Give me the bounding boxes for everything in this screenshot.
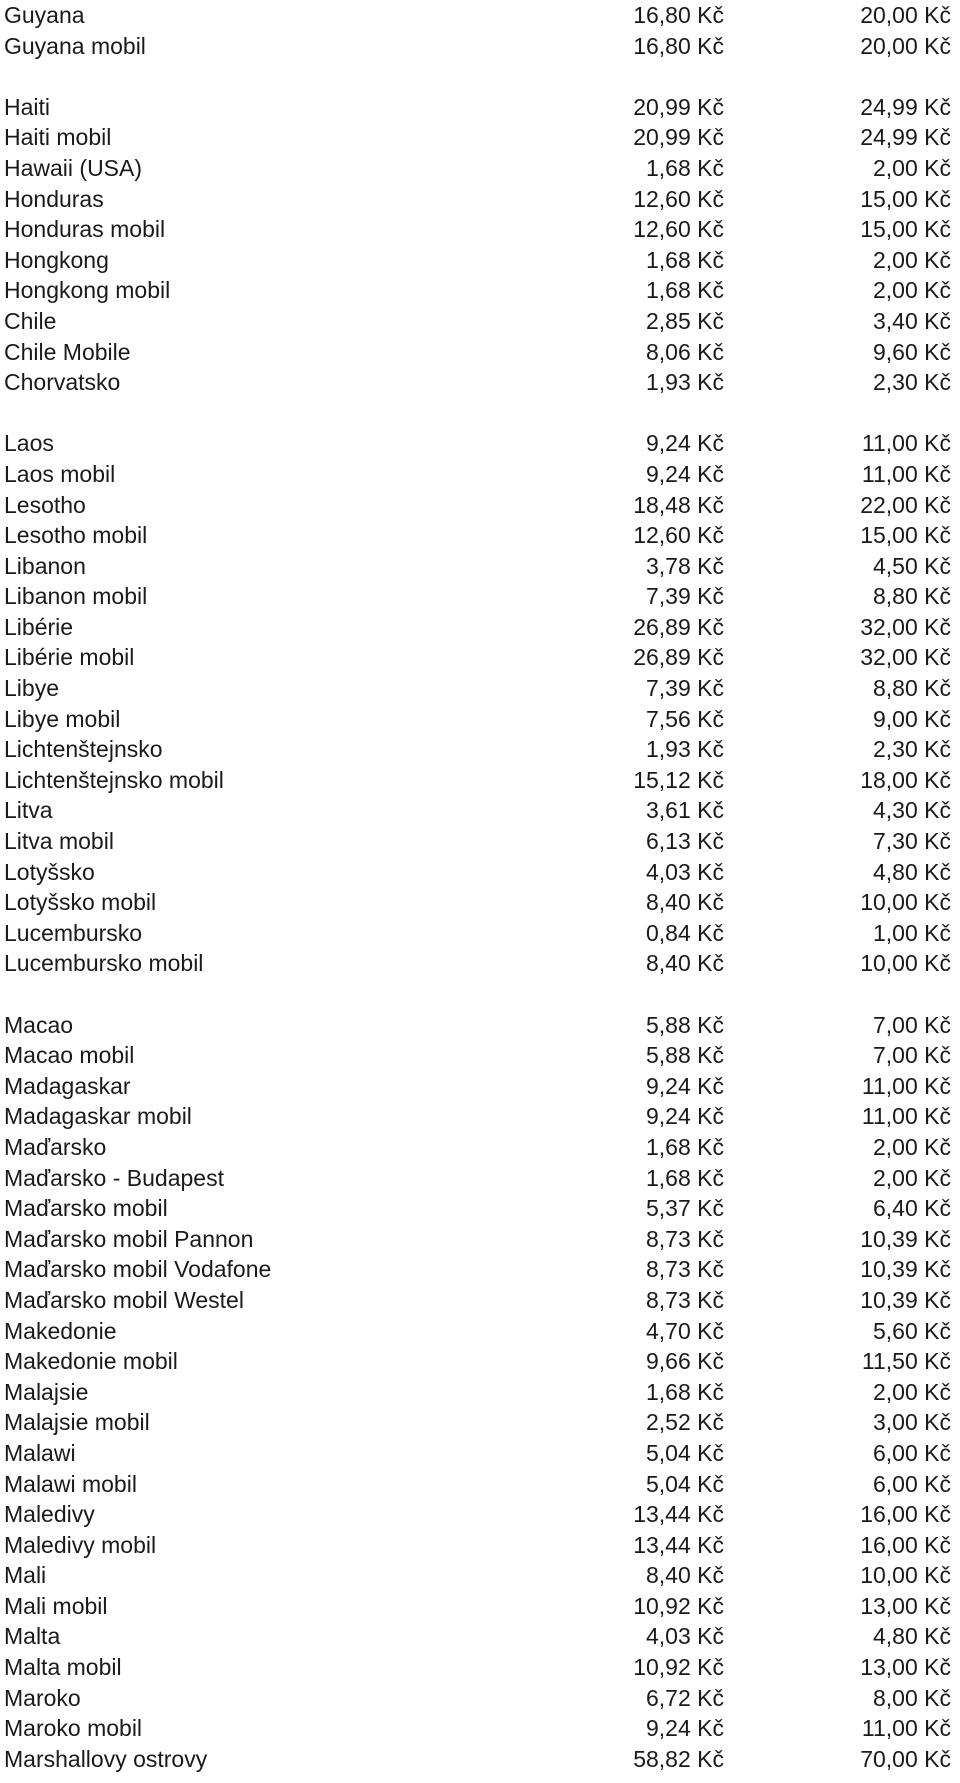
price-value: 26,89 Kč xyxy=(633,644,724,671)
country-name: Maďarsko mobil Pannon xyxy=(4,1225,254,1252)
country-name: Malta mobil xyxy=(4,1654,122,1681)
price-value: 5,37 Kč xyxy=(646,1195,724,1222)
country-name: Makedonie xyxy=(4,1317,117,1344)
price-value-with-vat: 8,80 Kč xyxy=(873,675,951,702)
table-row xyxy=(0,581,960,612)
price-value-with-vat: 15,00 Kč xyxy=(860,522,951,549)
country-name: Malajsie mobil xyxy=(4,1409,150,1436)
table-row xyxy=(0,1499,960,1530)
price-value: 13,44 Kč xyxy=(633,1501,724,1528)
country-name: Mali mobil xyxy=(4,1592,108,1619)
price-value: 4,70 Kč xyxy=(646,1317,724,1344)
price-value-with-vat: 16,00 Kč xyxy=(860,1531,951,1558)
price-value: 8,73 Kč xyxy=(646,1286,724,1313)
country-name: Maďarsko mobil Westel xyxy=(4,1286,244,1313)
table-row xyxy=(0,826,960,857)
table-row xyxy=(0,367,960,398)
price-value-with-vat: 11,50 Kč xyxy=(861,1348,951,1375)
country-name: Haiti xyxy=(4,93,51,120)
price-value-with-vat: 11,00 Kč xyxy=(861,1072,951,1099)
price-value: 1,68 Kč xyxy=(646,1378,724,1405)
country-name: Maledivy mobil xyxy=(4,1531,157,1558)
country-name: Maledivy xyxy=(4,1501,95,1528)
price-value-with-vat: 24,99 Kč xyxy=(860,93,951,120)
country-name: Litva xyxy=(4,797,53,824)
price-value-with-vat: 11,00 Kč xyxy=(861,1103,951,1130)
price-value: 9,24 Kč xyxy=(646,1715,724,1742)
price-value-with-vat: 70,00 Kč xyxy=(860,1745,951,1772)
price-value: 1,68 Kč xyxy=(646,246,724,273)
price-value: 7,39 Kč xyxy=(646,583,724,610)
table-row xyxy=(0,551,960,582)
price-value: 9,24 Kč xyxy=(646,460,724,487)
table-row xyxy=(0,1652,960,1683)
price-value: 8,73 Kč xyxy=(646,1225,724,1252)
table-row xyxy=(0,122,960,153)
table-row xyxy=(0,765,960,796)
price-value: 8,40 Kč xyxy=(646,889,724,916)
table-row xyxy=(0,734,960,765)
country-name: Makedonie mobil xyxy=(4,1348,178,1375)
country-name: Chile xyxy=(4,307,57,334)
country-name: Lucembursko mobil xyxy=(4,950,204,977)
table-row xyxy=(0,1591,960,1622)
table-row xyxy=(0,1316,960,1347)
country-name: Macao mobil xyxy=(4,1042,135,1069)
price-value: 1,68 Kč xyxy=(646,1133,724,1160)
price-value: 3,78 Kč xyxy=(646,552,724,579)
country-name: Macao xyxy=(4,1011,74,1038)
price-value: 18,48 Kč xyxy=(633,491,724,518)
price-value-with-vat: 4,50 Kč xyxy=(873,552,951,579)
table-row xyxy=(0,1713,960,1744)
country-name: Libanon mobil xyxy=(4,583,148,610)
price-value-with-vat: 3,40 Kč xyxy=(873,307,951,334)
table-row xyxy=(0,1469,960,1500)
country-name: Guyana xyxy=(4,2,85,28)
price-value-with-vat: 2,00 Kč xyxy=(873,154,951,181)
price-value: 5,88 Kč xyxy=(646,1011,724,1038)
price-value-with-vat: 7,00 Kč xyxy=(873,1042,951,1069)
price-value: 10,92 Kč xyxy=(633,1654,724,1681)
table-row xyxy=(0,704,960,735)
table-row xyxy=(0,612,960,643)
country-name: Honduras xyxy=(4,185,104,212)
country-name: Mali xyxy=(4,1562,47,1589)
table-row xyxy=(0,642,960,673)
price-value: 5,04 Kč xyxy=(646,1470,724,1497)
table-row xyxy=(0,184,960,215)
country-name: Maďarsko mobil xyxy=(4,1195,168,1222)
country-name: Haiti mobil xyxy=(4,124,112,151)
price-value-with-vat: 2,30 Kč xyxy=(873,369,951,396)
table-row xyxy=(0,1683,960,1714)
price-value: 9,24 Kč xyxy=(646,1072,724,1099)
price-value: 16,80 Kč xyxy=(633,32,724,59)
table-row xyxy=(0,337,960,368)
price-value: 12,60 Kč xyxy=(633,522,724,549)
country-name: Lotyšsko mobil xyxy=(4,889,157,916)
price-value: 26,89 Kč xyxy=(633,613,724,640)
table-row xyxy=(0,673,960,704)
country-name: Laos xyxy=(4,430,54,457)
price-value: 10,92 Kč xyxy=(633,1592,724,1619)
table-row xyxy=(0,1560,960,1591)
price-value: 5,88 Kč xyxy=(646,1042,724,1069)
price-value-with-vat: 32,00 Kč xyxy=(860,613,951,640)
price-value-with-vat: 18,00 Kč xyxy=(860,766,951,793)
country-name: Madagaskar mobil xyxy=(4,1103,192,1130)
table-row xyxy=(0,1193,960,1224)
price-value-with-vat: 2,30 Kč xyxy=(873,736,951,763)
country-name: Madagaskar xyxy=(4,1072,131,1099)
country-name: Lichtenštejnsko xyxy=(4,736,163,763)
price-value: 12,60 Kč xyxy=(633,216,724,243)
price-value-with-vat: 15,00 Kč xyxy=(860,216,951,243)
price-value: 0,84 Kč xyxy=(646,919,724,946)
price-value: 12,60 Kč xyxy=(633,185,724,212)
price-value-with-vat: 3,00 Kč xyxy=(873,1409,951,1436)
price-value-with-vat: 5,60 Kč xyxy=(873,1317,951,1344)
country-name: Maďarsko - Budapest xyxy=(4,1164,224,1191)
price-value-with-vat: 2,00 Kč xyxy=(873,1378,951,1405)
country-name: Lesotho xyxy=(4,491,86,518)
country-name: Maroko xyxy=(4,1684,81,1711)
price-value-with-vat: 10,00 Kč xyxy=(860,1562,951,1589)
table-row xyxy=(0,459,960,490)
table-row xyxy=(0,1132,960,1163)
price-value-with-vat: 6,00 Kč xyxy=(873,1470,951,1497)
price-value: 1,68 Kč xyxy=(646,154,724,181)
country-name: Hongkong xyxy=(4,246,109,273)
price-value-with-vat: 4,80 Kč xyxy=(873,858,951,885)
price-value-with-vat: 20,00 Kč xyxy=(860,2,951,28)
price-value-with-vat: 2,00 Kč xyxy=(873,1164,951,1191)
table-row xyxy=(0,887,960,918)
country-name: Maďarsko xyxy=(4,1133,107,1160)
table-row xyxy=(0,428,960,459)
price-value-with-vat: 8,80 Kč xyxy=(873,583,951,610)
price-value: 4,03 Kč xyxy=(646,1623,724,1650)
price-value-with-vat: 7,30 Kč xyxy=(873,828,951,855)
price-value-with-vat: 10,39 Kč xyxy=(860,1256,951,1283)
price-value: 1,68 Kč xyxy=(646,1164,724,1191)
table-row xyxy=(0,1744,960,1775)
table-row xyxy=(0,1224,960,1255)
price-value: 15,12 Kč xyxy=(633,766,724,793)
country-name: Guyana mobil xyxy=(4,32,146,59)
price-value: 6,72 Kč xyxy=(646,1684,724,1711)
country-name: Honduras mobil xyxy=(4,216,166,243)
price-value-with-vat: 11,00 Kč xyxy=(861,460,951,487)
table-row xyxy=(0,1010,960,1041)
price-value: 5,04 Kč xyxy=(646,1439,724,1466)
table-row xyxy=(0,520,960,551)
price-value-with-vat: 22,00 Kč xyxy=(860,491,951,518)
country-name: Lesotho mobil xyxy=(4,522,148,549)
price-value-with-vat: 11,00 Kč xyxy=(861,430,951,457)
price-value-with-vat: 6,00 Kč xyxy=(873,1439,951,1466)
price-value-with-vat: 2,00 Kč xyxy=(873,1133,951,1160)
table-row xyxy=(0,306,960,337)
price-value-with-vat: 2,00 Kč xyxy=(873,277,951,304)
price-value-with-vat: 10,00 Kč xyxy=(860,950,951,977)
table-row xyxy=(0,1377,960,1408)
country-name: Chorvatsko xyxy=(4,369,121,396)
price-value: 8,40 Kč xyxy=(646,950,724,977)
price-value-with-vat: 8,00 Kč xyxy=(873,1684,951,1711)
table-row xyxy=(0,1346,960,1377)
price-value-with-vat: 4,30 Kč xyxy=(873,797,951,824)
country-name: Maďarsko mobil Vodafone xyxy=(4,1256,272,1283)
price-value: 20,99 Kč xyxy=(633,93,724,120)
price-value-with-vat: 2,00 Kč xyxy=(873,246,951,273)
price-value: 58,82 Kč xyxy=(633,1745,724,1772)
price-value-with-vat: 15,00 Kč xyxy=(860,185,951,212)
country-name: Malajsie xyxy=(4,1378,89,1405)
price-value: 1,93 Kč xyxy=(646,736,724,763)
country-name: Libérie mobil xyxy=(4,644,135,671)
price-value-with-vat: 6,40 Kč xyxy=(873,1195,951,1222)
table-row xyxy=(0,92,960,123)
price-value: 2,52 Kč xyxy=(646,1409,724,1436)
price-value-with-vat: 4,80 Kč xyxy=(873,1623,951,1650)
price-value-with-vat: 20,00 Kč xyxy=(860,32,951,59)
country-name: Libérie xyxy=(4,613,74,640)
country-name: Chile Mobile xyxy=(4,338,131,365)
price-value-with-vat: 10,39 Kč xyxy=(860,1225,951,1252)
table-row xyxy=(0,0,960,31)
table-row xyxy=(0,1254,960,1285)
price-value: 20,99 Kč xyxy=(633,124,724,151)
table-row xyxy=(0,1285,960,1316)
row-gap xyxy=(0,979,960,1010)
price-value-with-vat: 9,60 Kč xyxy=(873,338,951,365)
table-row xyxy=(0,245,960,276)
row-gap xyxy=(0,61,960,92)
country-name: Lichtenštejnsko mobil xyxy=(4,766,224,793)
price-value: 8,06 Kč xyxy=(646,338,724,365)
table-row xyxy=(0,948,960,979)
price-value-with-vat: 9,00 Kč xyxy=(873,705,951,732)
price-value: 2,85 Kč xyxy=(646,307,724,334)
price-value: 1,93 Kč xyxy=(646,369,724,396)
table-row xyxy=(0,857,960,888)
price-value: 9,24 Kč xyxy=(646,1103,724,1130)
country-name: Lucembursko xyxy=(4,919,143,946)
country-name: Malta xyxy=(4,1623,61,1650)
price-value: 4,03 Kč xyxy=(646,858,724,885)
country-name: Laos mobil xyxy=(4,460,116,487)
table-row xyxy=(0,1438,960,1469)
table-row xyxy=(0,795,960,826)
table-row xyxy=(0,31,960,62)
country-name: Marshallovy ostrovy xyxy=(4,1745,208,1772)
price-value-with-vat: 16,00 Kč xyxy=(860,1501,951,1528)
price-value: 3,61 Kč xyxy=(646,797,724,824)
price-value-with-vat: 13,00 Kč xyxy=(860,1654,951,1681)
price-value-with-vat: 1,00 Kč xyxy=(873,919,951,946)
price-value: 1,68 Kč xyxy=(646,277,724,304)
country-name: Litva mobil xyxy=(4,828,114,855)
price-value: 8,40 Kč xyxy=(646,1562,724,1589)
country-name: Hawaii (USA) xyxy=(4,154,143,181)
table-row xyxy=(0,1621,960,1652)
price-value: 9,66 Kč xyxy=(646,1348,724,1375)
price-value-with-vat: 10,39 Kč xyxy=(860,1286,951,1313)
country-name: Hongkong mobil xyxy=(4,277,171,304)
country-name: Lotyšsko xyxy=(4,858,95,885)
row-gap xyxy=(0,398,960,429)
table-row xyxy=(0,1040,960,1071)
table-row xyxy=(0,214,960,245)
table-row xyxy=(0,275,960,306)
table-row xyxy=(0,490,960,521)
table-row xyxy=(0,153,960,184)
price-value-with-vat: 10,00 Kč xyxy=(860,889,951,916)
country-name: Malawi mobil xyxy=(4,1470,137,1497)
table-row xyxy=(0,1530,960,1561)
table-row xyxy=(0,1407,960,1438)
table-row xyxy=(0,1071,960,1102)
price-value: 16,80 Kč xyxy=(633,2,724,28)
price-value-with-vat: 24,99 Kč xyxy=(860,124,951,151)
price-value: 7,39 Kč xyxy=(646,675,724,702)
table-row xyxy=(0,918,960,949)
country-name: Libye xyxy=(4,675,59,702)
price-value-with-vat: 7,00 Kč xyxy=(873,1011,951,1038)
price-value-with-vat: 13,00 Kč xyxy=(860,1592,951,1619)
country-name: Maroko mobil xyxy=(4,1715,143,1742)
country-name: Libanon xyxy=(4,552,86,579)
table-row xyxy=(0,1163,960,1194)
table-row xyxy=(0,1101,960,1132)
price-value-with-vat: 11,00 Kč xyxy=(861,1715,951,1742)
country-name: Libye mobil xyxy=(4,705,121,732)
price-value: 9,24 Kč xyxy=(646,430,724,457)
country-name: Malawi xyxy=(4,1439,76,1466)
price-value: 8,73 Kč xyxy=(646,1256,724,1283)
price-value-with-vat: 32,00 Kč xyxy=(860,644,951,671)
price-value: 6,13 Kč xyxy=(646,828,724,855)
price-value: 7,56 Kč xyxy=(646,705,724,732)
price-value: 13,44 Kč xyxy=(633,1531,724,1558)
